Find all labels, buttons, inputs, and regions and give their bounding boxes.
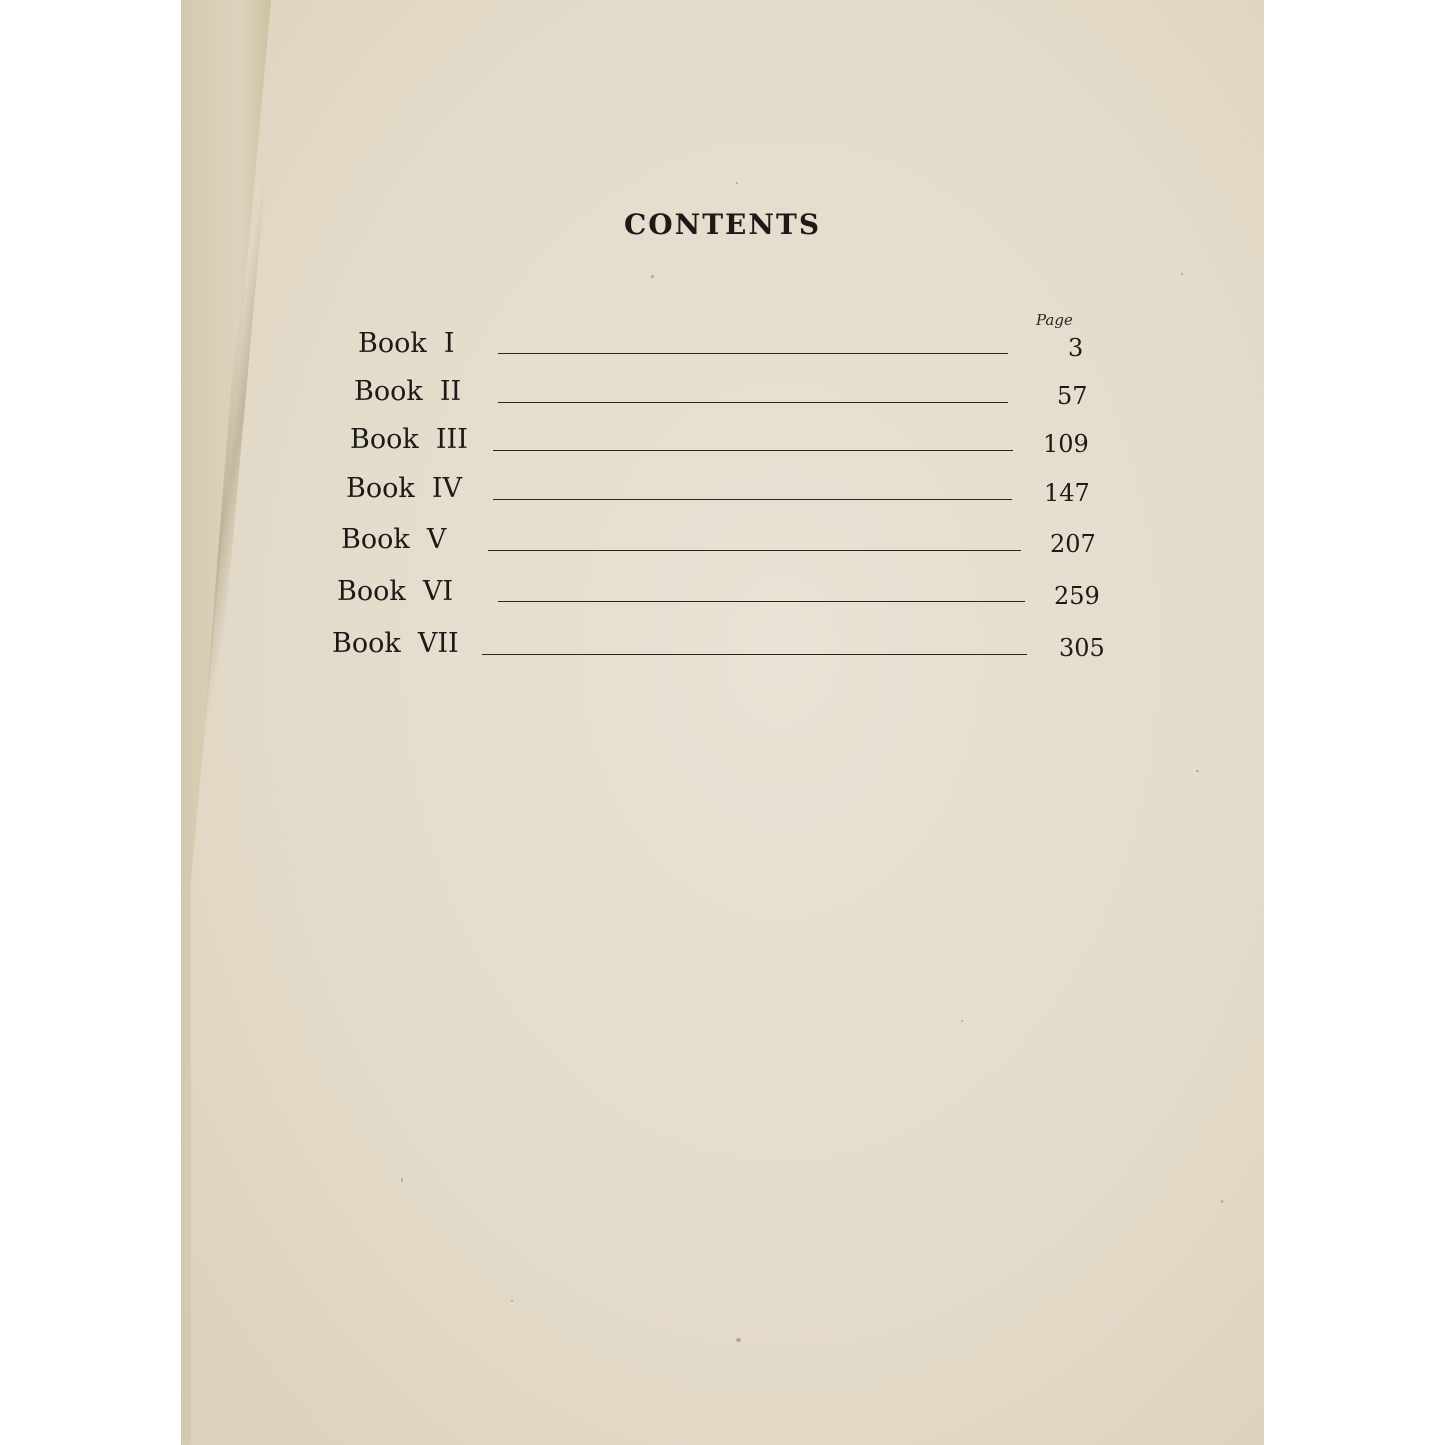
toc-leader-line	[488, 550, 1021, 551]
toc-entry-label: Book III	[350, 424, 468, 455]
toc-entry-label: Book I	[358, 328, 455, 359]
toc-leader-line	[498, 402, 1008, 403]
page-title: CONTENTS	[623, 208, 822, 241]
paper-speck	[736, 1338, 741, 1342]
toc-leader-line	[498, 601, 1025, 602]
toc-entry-page: 259	[1054, 582, 1100, 610]
page-column-label: Page	[1036, 311, 1073, 329]
toc-entry-page: 305	[1059, 634, 1105, 662]
toc-leader-line	[482, 654, 1027, 655]
toc-entry-page: 57	[1057, 382, 1088, 410]
paper-speck	[1196, 770, 1199, 772]
toc-entry-label: Book II	[354, 376, 462, 407]
paper-speck	[736, 182, 738, 184]
paper-speck	[511, 1300, 513, 1302]
toc-leader-line	[493, 499, 1012, 500]
paper-speck	[1221, 1200, 1223, 1203]
toc-entry-page: 147	[1044, 479, 1090, 507]
toc-entry-label: Book VI	[337, 576, 454, 607]
toc-entry-page: 3	[1068, 334, 1084, 362]
toc-leader-line	[498, 353, 1008, 354]
toc-leader-line	[493, 450, 1013, 451]
toc-entry-page: 207	[1050, 530, 1096, 558]
paper-speck	[401, 1178, 403, 1182]
paper-speck	[1181, 273, 1183, 275]
paper-speck	[961, 1020, 963, 1022]
toc-entry-label: Book VII	[332, 628, 459, 659]
toc-entry-label: Book IV	[346, 473, 463, 504]
toc-entry-page: 109	[1043, 430, 1089, 458]
toc-entry-label: Book V	[341, 524, 447, 555]
paper-speck	[651, 275, 654, 278]
